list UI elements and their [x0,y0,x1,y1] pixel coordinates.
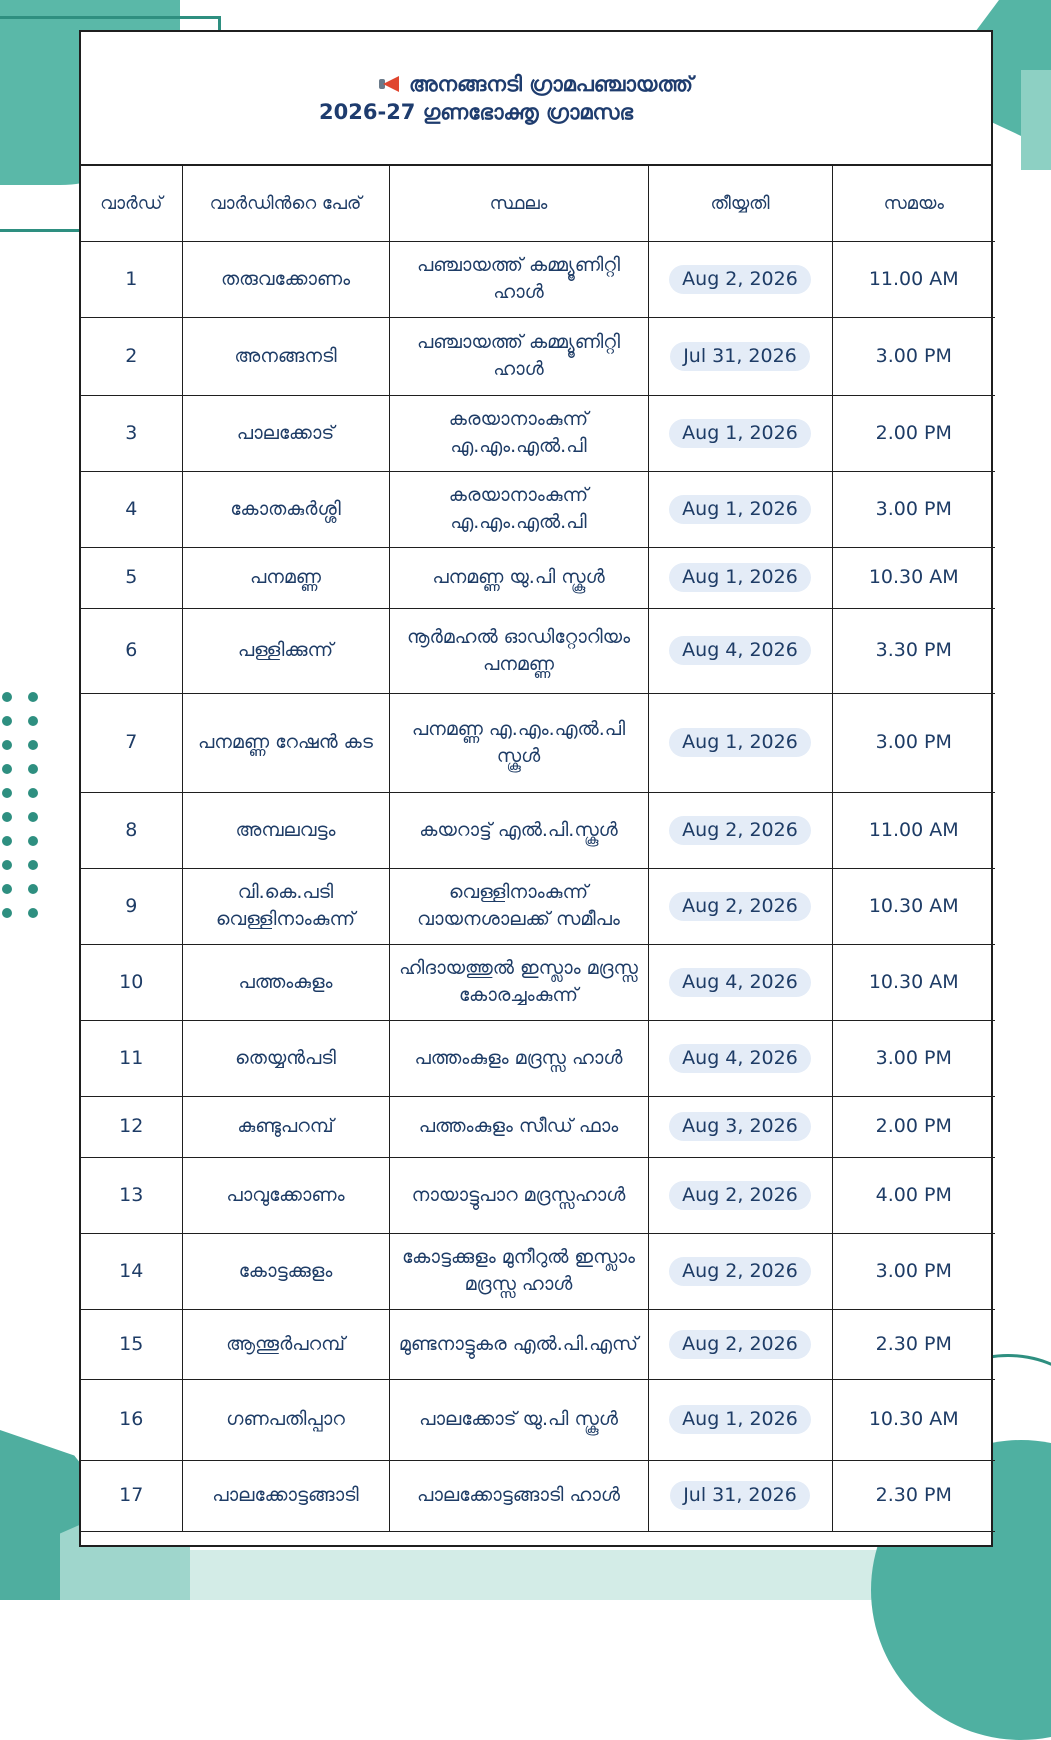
column-header-ward: വാർഡ് [81,166,182,241]
place-cell: പത്തംകുളം മദ്രസ്സ ഹാൾ [389,1020,648,1096]
time-cell: 11.00 AM [832,241,995,317]
time-cell: 2.30 PM [832,1460,995,1531]
place-cell: പനമണ്ണ യു.പി സ്കൂൾ [389,547,648,608]
date-badge: Aug 2, 2026 [669,892,811,921]
date-cell [648,1157,832,1233]
date-badge: Aug 1, 2026 [669,495,811,524]
date-cell [648,1096,832,1157]
time-cell: 2.00 PM [832,395,995,471]
place-cell: ഹിദായത്തുൽ ഇസ്ലാം മദ്രസ്സ കോരച്ചംകുന്ന് [389,944,648,1020]
table-row [81,868,995,944]
ward-number-cell: 12 [81,1096,182,1157]
table-row [81,792,995,868]
ward-name-cell: കോതകുർശ്ശി [182,471,389,547]
ward-number-cell: 13 [81,1157,182,1233]
date-cell [648,1020,832,1096]
date-cell [648,547,832,608]
table-row [81,608,995,693]
time-cell: 3.00 PM [832,471,995,547]
ward-number-cell: 17 [81,1460,182,1531]
table-row [81,693,995,792]
gramasabha-subtitle: 2026-27 ഗുണഭോക്തൃ ഗ്രാമസഭ [319,100,633,124]
date-cell [648,317,832,395]
date-badge: Aug 1, 2026 [669,419,811,448]
ward-number-cell: 3 [81,395,182,471]
schedule-card [79,30,993,1547]
table-header-row [81,166,995,241]
table-row [81,1460,995,1531]
table-row [81,317,995,395]
place-cell: കരയാനാംകുന്ന് എ.എം.എൽ.പി [389,395,648,471]
table-body [81,241,995,1531]
time-cell: 4.00 PM [832,1157,995,1233]
date-cell [648,792,832,868]
date-badge: Aug 3, 2026 [669,1112,811,1141]
place-cell: പഞ്ചായത്ത് കമ്മ്യൂണിറ്റി ഹാൾ [389,241,648,317]
ward-name-cell: പള്ളിക്കുന്ന് [182,608,389,693]
megaphone-icon [379,74,403,94]
ward-number-cell: 8 [81,792,182,868]
table-row [81,241,995,317]
dot-pattern-decoration [0,692,46,918]
ward-number-cell: 6 [81,608,182,693]
date-cell [648,1460,832,1531]
time-cell: 2.30 PM [832,1309,995,1379]
date-badge: Aug 4, 2026 [669,1044,811,1073]
date-badge: Jul 31, 2026 [670,342,810,371]
place-cell: കോട്ടക്കുളം മുനീറുൽ ഇസ്ലാം മദ്രസ്സ ഹാൾ [389,1233,648,1309]
table-row [81,1309,995,1379]
place-cell: പത്തംകുളം സീഡ് ഫാം [389,1096,648,1157]
date-badge: Aug 2, 2026 [669,1257,811,1286]
ward-number-cell: 11 [81,1020,182,1096]
date-cell [648,471,832,547]
time-cell: 10.30 AM [832,868,995,944]
gramasabha-schedule-table [81,166,995,1532]
date-cell [648,944,832,1020]
time-cell: 11.00 AM [832,792,995,868]
place-cell: വെള്ളിനാംകുന്ന് വായനശാലക്ക് സമീപം [389,868,648,944]
table-row [81,1020,995,1096]
ward-name-cell: വി.കെ.പടി വെള്ളിനാംകുന്ന് [182,868,389,944]
ward-name-cell: പാവുക്കോണം [182,1157,389,1233]
table-row [81,1096,995,1157]
date-cell [648,1379,832,1460]
date-badge: Aug 1, 2026 [669,728,811,757]
date-cell [648,693,832,792]
date-badge: Aug 4, 2026 [669,968,811,997]
date-cell [648,395,832,471]
table-row [81,944,995,1020]
ward-number-cell: 1 [81,241,182,317]
ward-name-cell: തരുവക്കോണം [182,241,389,317]
place-cell: പനമണ്ണ എ.എം.എൽ.പി സ്കൂൾ [389,693,648,792]
date-badge: Aug 2, 2026 [669,816,811,845]
date-cell [648,608,832,693]
date-badge: Aug 1, 2026 [669,563,811,592]
ward-name-cell: ഗണപതിപ്പാറ [182,1379,389,1460]
place-cell: പഞ്ചായത്ത് കമ്മ്യൂണിറ്റി ഹാൾ [389,317,648,395]
ward-number-cell: 9 [81,868,182,944]
time-cell: 3.30 PM [832,608,995,693]
ward-name-cell: അനങ്ങനടി [182,317,389,395]
column-header-time: സമയം [832,166,995,241]
date-cell [648,241,832,317]
date-badge: Aug 2, 2026 [669,1181,811,1210]
time-cell: 10.30 AM [832,547,995,608]
ward-name-cell: ആന്തൂർപറമ്പ് [182,1309,389,1379]
date-badge: Aug 2, 2026 [669,265,811,294]
ward-number-cell: 2 [81,317,182,395]
ward-number-cell: 4 [81,471,182,547]
ward-number-cell: 16 [81,1379,182,1460]
table-row [81,1157,995,1233]
schedule-header [81,32,991,166]
column-header-place: സ്ഥലം [389,166,648,241]
place-cell: പാലക്കോട് യു.പി സ്കൂൾ [389,1379,648,1460]
ward-name-cell: തെയ്യൻപടി [182,1020,389,1096]
ward-name-cell: കുണ്ടുപറമ്പ് [182,1096,389,1157]
panchayat-title: അനങ്ങനടി ഗ്രാമപഞ്ചായത്ത് [409,72,693,96]
ward-number-cell: 10 [81,944,182,1020]
ward-name-cell: പത്തംകുളം [182,944,389,1020]
date-cell [648,868,832,944]
time-cell: 3.00 PM [832,693,995,792]
place-cell: കരയാനാംകുന്ന് എ.എം.എൽ.പി [389,471,648,547]
title-line [81,70,991,98]
time-cell: 3.00 PM [832,317,995,395]
ward-name-cell: പാലക്കോട് [182,395,389,471]
date-badge: Aug 4, 2026 [669,636,811,665]
date-badge: Jul 31, 2026 [670,1481,810,1510]
table-row [81,395,995,471]
time-cell: 3.00 PM [832,1233,995,1309]
ward-name-cell: പനമണ്ണ റേഷൻ കട [182,693,389,792]
table-row [81,1379,995,1460]
table-row [81,1233,995,1309]
time-cell: 10.30 AM [832,1379,995,1460]
ward-number-cell: 15 [81,1309,182,1379]
time-cell: 3.00 PM [832,1020,995,1096]
time-cell: 10.30 AM [832,944,995,1020]
time-cell: 2.00 PM [832,1096,995,1157]
column-header-date: തീയ്യതി [648,166,832,241]
date-cell [648,1309,832,1379]
table-row [81,471,995,547]
place-cell: നൂർമഹൽ ഓഡിറ്റോറിയം പനമണ്ണ [389,608,648,693]
column-header-ward-name: വാർഡിൻറെ പേര് [182,166,389,241]
place-cell: മുണ്ടനാട്ടുകര എൽ.പി.എസ് [389,1309,648,1379]
place-cell: പാലക്കോട്ടങ്ങാടി ഹാൾ [389,1460,648,1531]
ward-name-cell: അമ്പലവട്ടം [182,792,389,868]
ward-number-cell: 5 [81,547,182,608]
place-cell: നായാട്ടുപാറ മദ്രസ്സഹാൾ [389,1157,648,1233]
ward-number-cell: 7 [81,693,182,792]
date-badge: Aug 1, 2026 [669,1405,811,1434]
date-badge: Aug 2, 2026 [669,1330,811,1359]
ward-number-cell: 14 [81,1233,182,1309]
corner-decoration-top-right-small [1021,70,1051,170]
table-row [81,547,995,608]
ward-name-cell: കോട്ടക്കുളം [182,1233,389,1309]
ward-name-cell: പനമണ്ണ [182,547,389,608]
date-cell [648,1233,832,1309]
place-cell: കയറാട്ട് എൽ.പി.സ്കൂൾ [389,792,648,868]
ward-name-cell: പാലക്കോട്ടങ്ങാടി [182,1460,389,1531]
